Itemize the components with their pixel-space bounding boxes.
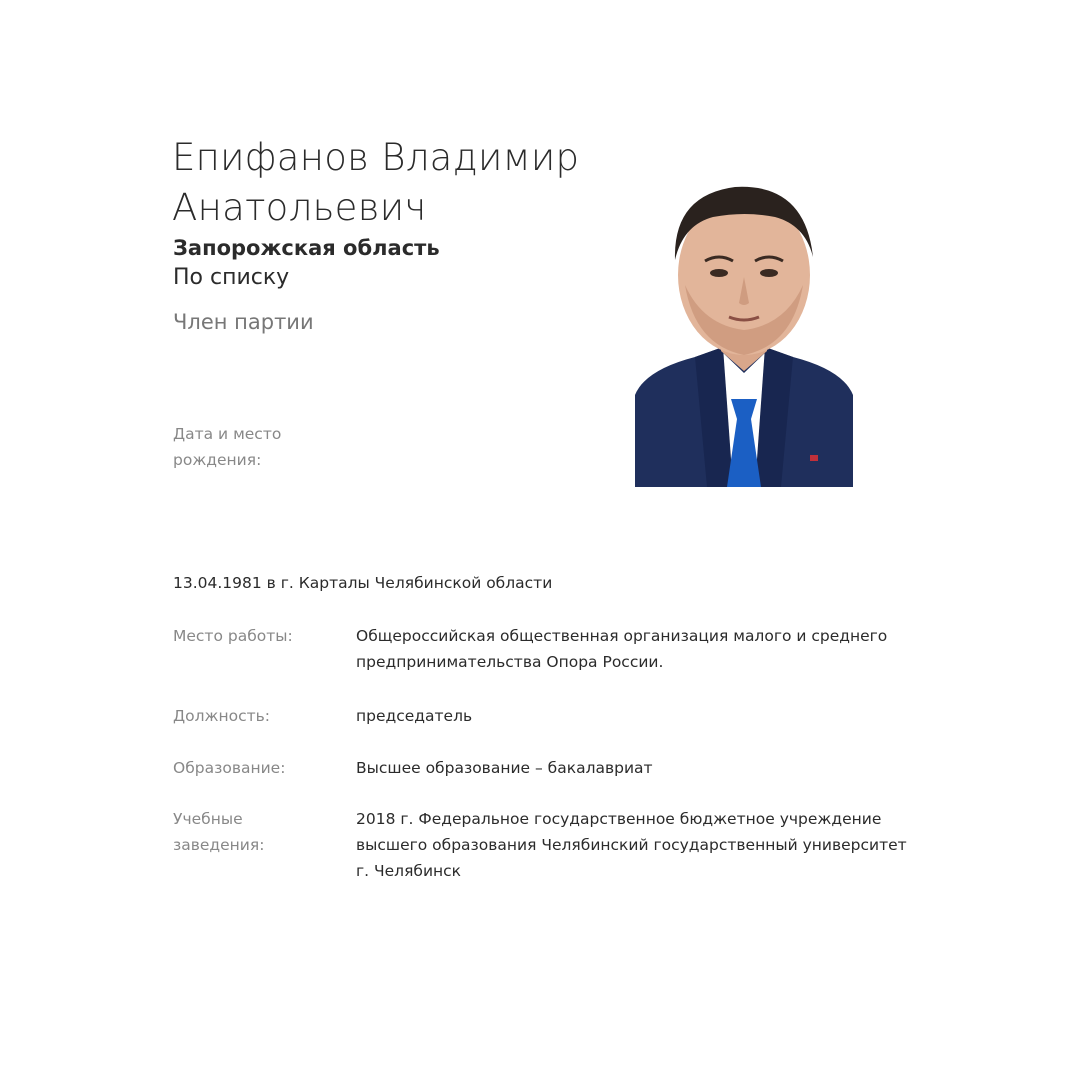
portrait-photo-icon [635,165,853,487]
work-value: Общероссийская общественная организация малого и среднего предпринимательства Опора России. [356,627,888,671]
candidate-name-line1: Епифанов Владимир [172,136,580,179]
birth-label: Дата и место рождения: [173,425,282,469]
candidate-membership: Член партии [173,310,314,334]
work-label: Место работы: [173,627,293,645]
birth-value: 13.04.1981 в г. Карталы Челябинской области [173,574,553,592]
candidate-name-line2: Анатольевич [172,186,427,229]
education-value: Высшее образование – бакалавриат [356,759,653,777]
position-value: председатель [356,707,473,725]
institutions-value: 2018 г. Федеральное государственное бюджетное учреждение высшего образования Челябинский государственный университет г. Челябинск [356,810,907,880]
education-label: Образование: [173,759,286,777]
institutions-label: Учебные заведения: [173,810,265,854]
candidate-list-type: По списку [173,265,290,290]
candidate-region: Запорожская область [173,236,440,260]
position-label: Должность: [173,707,270,725]
